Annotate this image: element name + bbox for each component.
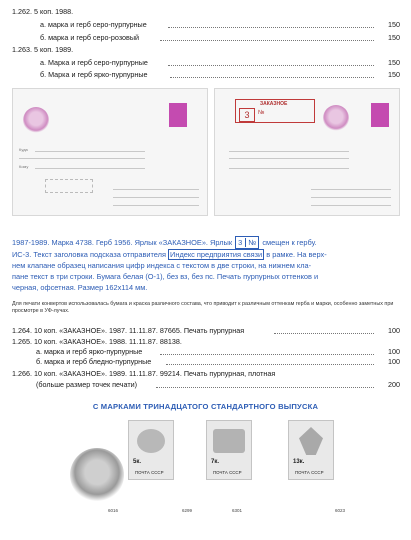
field-label-kuda: Куда xyxy=(19,147,28,152)
stamp-country: ПОЧТА СССР xyxy=(295,470,324,475)
caption-6016: 6016 xyxy=(108,508,119,513)
description-line5: черная, офсетная. Размер 162х114 мм. xyxy=(12,283,148,292)
stamp-value: 13к. xyxy=(293,459,305,465)
registered-label-text: ЗАКАЗНОЕ xyxy=(260,101,288,107)
address-line xyxy=(229,151,349,152)
item-variant: а. марка и герб ярко-пурпурные xyxy=(36,347,143,356)
price: 150 xyxy=(388,20,400,29)
description-line3: нем клапане образец написания цифр индекса с текстом в две строки, на нижнем кла- xyxy=(12,261,312,270)
sender-line xyxy=(311,189,391,190)
item-title: 1.263. 5 коп. 1989. xyxy=(12,45,74,54)
soviet-emblem-icon xyxy=(23,107,49,133)
item-variant: а. марка и герб серо-пурпурные xyxy=(40,20,147,29)
item-variant: б. марка и герб серо-розовый xyxy=(40,33,140,42)
stamp-icon xyxy=(169,103,187,127)
item-variant: б. Марка и герб ярко-пурпурные xyxy=(40,70,148,79)
section-title: С МАРКАМИ ТРИНАДЦАТОГО СТАНДАРТНОГО ВЫПУСКА xyxy=(92,402,319,411)
item-variant: б. марка и герб бледно-пурпурные xyxy=(36,357,152,366)
sender-line xyxy=(113,205,199,206)
stamp-value: 5к. xyxy=(133,459,142,465)
price: 200 xyxy=(388,380,400,389)
leader-dots xyxy=(274,333,374,334)
envelope-front-image xyxy=(12,88,208,216)
description-line4: пане текст в три строки. Бумага белая (О-1), без вз, без пс. Печать пурпурных оттенков и xyxy=(12,272,319,281)
sender-line xyxy=(113,197,199,198)
stamp-emblem-icon xyxy=(137,429,165,453)
address-line xyxy=(35,168,145,169)
registered-no: № xyxy=(258,110,265,116)
price: 100 xyxy=(388,326,400,335)
leader-dots xyxy=(160,354,374,355)
leader-dots xyxy=(156,387,374,388)
envelope-front-image-registered xyxy=(214,88,400,216)
price: 100 xyxy=(388,347,400,356)
price: 100 xyxy=(388,357,400,366)
description-line2-end: в рамке. На верх- xyxy=(266,250,327,259)
registered-label xyxy=(235,99,315,123)
soviet-emblem-icon xyxy=(323,105,349,131)
soviet-emblem-icon xyxy=(70,448,124,502)
caption-6301: 6301 xyxy=(232,508,243,513)
index-box-text: Индекс предприятия связи xyxy=(170,250,263,259)
price: 150 xyxy=(388,70,400,79)
description-line1-end: смещен к гербу. xyxy=(262,238,317,247)
leader-dots xyxy=(168,65,374,66)
printing-note: Для печати конвертов использовалась бумага и краска различного состава, что приводит к различным оттенкам герба и марки, особенно заметных при просмотре в УФ-лучах. xyxy=(12,301,394,314)
description-line2: ИС-3. Текст заголовка подсказа отправителя xyxy=(12,250,166,259)
stamp-13k-image xyxy=(288,420,334,480)
stamp-icon xyxy=(371,103,389,127)
item-title: 1.262. 5 коп. 1988. xyxy=(12,7,74,16)
registered-number: 3 xyxy=(239,108,255,122)
stamp-country: ПОЧТА СССР xyxy=(213,470,242,475)
stamp-7k-image xyxy=(206,420,252,480)
description-paragraph xyxy=(12,236,404,296)
item-1265: 1.265. 10 коп. «ЗАКАЗНОЕ». 1988. 11.11.87. 88138. xyxy=(12,337,182,346)
leader-dots xyxy=(168,27,374,28)
item-1264: 1.264. 10 коп. «ЗАКАЗНОЕ». 1987. 11.11.87. 87665. Печать пурпурная xyxy=(12,326,245,335)
item-variant: а. Марка и герб серо-пурпурные xyxy=(40,58,148,67)
monument-icon xyxy=(299,427,323,455)
label-box-number: 3 xyxy=(238,238,243,247)
leader-dots xyxy=(170,77,374,78)
sender-line xyxy=(311,205,391,206)
leader-dots xyxy=(160,40,374,41)
caption-6299: 6299 xyxy=(182,508,193,513)
price: 150 xyxy=(388,33,400,42)
airplane-icon xyxy=(213,429,245,453)
field-label-komu: Кому xyxy=(19,164,29,169)
label-box xyxy=(235,236,259,249)
stamp-country: ПОЧТА СССР xyxy=(135,470,164,475)
stamp-value: 7к. xyxy=(211,459,220,465)
caption-6023: 6023 xyxy=(335,508,346,513)
address-line xyxy=(19,158,145,159)
label-box-no: № xyxy=(245,238,256,247)
item-1266: 1.266. 10 коп. «ЗАКАЗНОЕ». 1989. 11.11.87. 99214. Печать пурпурная, плотная xyxy=(12,369,276,378)
index-boxes xyxy=(45,179,93,193)
price: 150 xyxy=(388,58,400,67)
address-line xyxy=(229,168,349,169)
leader-dots xyxy=(166,364,374,365)
sender-line xyxy=(113,189,199,190)
stamp-5k-image xyxy=(128,420,174,480)
item-variant: (больше размер точек печати) xyxy=(36,380,138,389)
description-line1: 1987-1989. Марка 4738. Герб 1956. Ярлык «ЗАКАЗНОЕ». Ярлык xyxy=(12,238,233,247)
address-line xyxy=(229,158,349,159)
sender-line xyxy=(311,197,391,198)
address-line xyxy=(35,151,145,152)
